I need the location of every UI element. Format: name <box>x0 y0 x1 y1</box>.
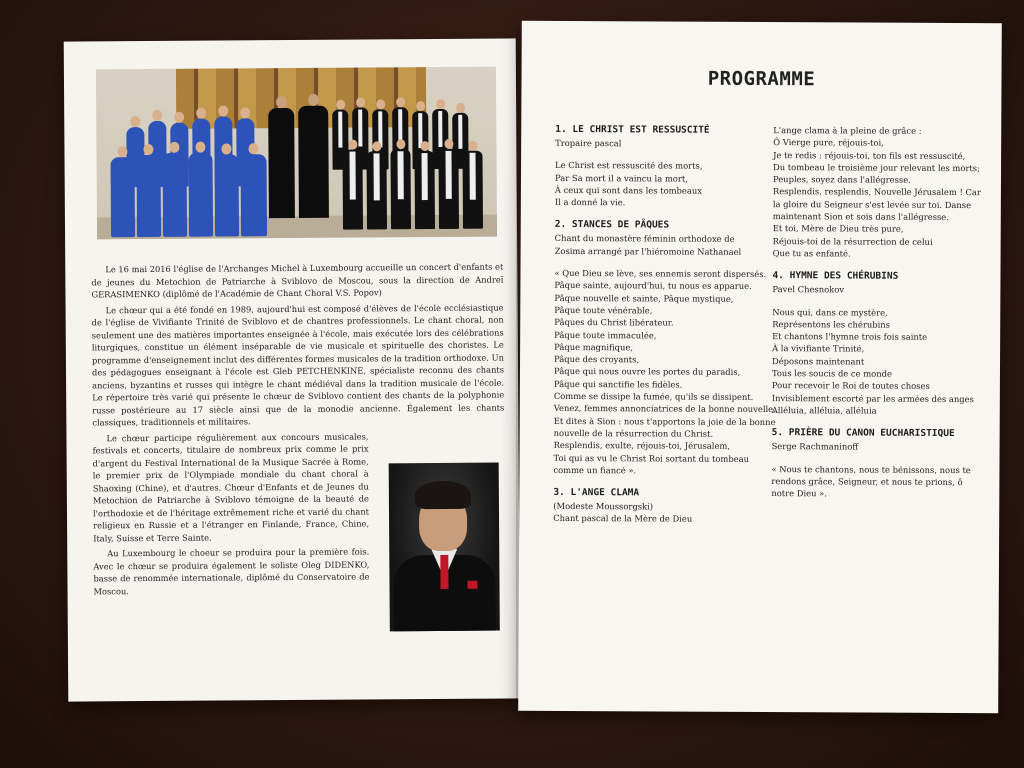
lyric-line: À ceux qui sont dans les tombeaux <box>554 184 703 196</box>
chorister <box>188 153 213 237</box>
lyric-line: Alléluia, alléluia, alléluia <box>771 404 877 416</box>
lyric-line: Et dites à Sion : nous t'apportons la joie de la bonne <box>553 415 776 427</box>
programme-section <box>772 269 989 417</box>
chorister <box>162 153 187 237</box>
lyric-line: Pâque qui sanctifie les fidèles. <box>553 378 683 390</box>
lyric-line: Pour recevoir le Roi de toutes choses <box>771 380 930 392</box>
programme-column-left <box>553 123 776 536</box>
section-subtitle: (Modeste Moussorgski) <box>553 501 654 512</box>
lyric-line: Comme se dissipe la fumée, qu'ils se dissipent. <box>553 390 754 403</box>
programme-section <box>773 124 990 260</box>
left-page <box>64 38 521 701</box>
lyric-line: « Que Dieu se lève, ses ennemis seront dispersés. <box>554 268 767 280</box>
soloist-paragraph: Au Luxembourg le choeur se produira pour la première fois. Avec le chœur se produira également le soliste Oleg DIDENKO, basse de renommée internationale, diplômé du Conservatoire de Moscou. <box>93 546 370 596</box>
lyric-line: Pâque qui nous ouvre les portes du paradis, <box>553 366 741 378</box>
lyric-line: Resplendis, resplendis, Nouvelle Jérusalem ! Car <box>772 186 981 198</box>
choir-photo <box>96 67 497 240</box>
chorister <box>462 151 483 229</box>
section-subtitle: Zosima arrangé par l'hiéromoine Nathanael <box>554 245 742 257</box>
priest <box>268 108 295 218</box>
programme-title: PROGRAMME <box>707 67 816 91</box>
right-page <box>518 21 1002 714</box>
lyric-line: Et toi, Mère de Dieu très pure, <box>772 223 904 235</box>
lyric-line: la gloire du Seigneur s'est levée sur toi. Danse <box>772 198 972 210</box>
lyric-line: Par Sa mort il a vaincu la mort, <box>554 172 688 184</box>
priest <box>298 106 329 218</box>
section-title: 4. HYMNE DES CHÉRUBINS <box>772 270 899 282</box>
chorister <box>136 155 161 237</box>
lyric-line: Réjouis-toi de la résurrection de celui <box>772 235 933 247</box>
lyric-line: Pâque toute immaculée, <box>554 329 657 341</box>
lyric-line: Invisiblement escorté par les armées des anges <box>771 392 974 404</box>
lyric-line: comme un fiancé ». <box>553 464 637 476</box>
lyric-line: nouvelle de la résurrection du Christ. <box>553 427 714 439</box>
section-subtitle: Pavel Chesnokov <box>772 284 845 295</box>
lyric-line: Toi qui as vu le Christ Roi sortant du tombeau <box>553 452 750 464</box>
section-title: 1. LE CHRIST EST RESSUSCITÉ <box>555 123 710 136</box>
section-title: 2. STANCES DE PÂQUES <box>554 219 670 232</box>
lyric-line: Du tombeau le troisième jour relevant les morts; <box>773 161 980 174</box>
lyric-line: Pâque toute vénérable, <box>554 304 653 316</box>
chorister <box>240 154 267 236</box>
lyric-line: Déposons maintenant <box>772 355 865 367</box>
lyric-line: rendons grâce, Seigneur, et nous te prions, ô <box>771 475 963 487</box>
lyric-line: Pâques du Christ libérateur. <box>554 317 674 328</box>
section-title: 5. PRIÈRE DU CANON EUCHARISTIQUE <box>771 427 955 440</box>
programme-column-right <box>771 124 989 511</box>
chorister <box>438 149 459 229</box>
programme-section <box>771 426 987 500</box>
programme-section <box>553 486 759 526</box>
lyric-line: maintenant Sion et sois dans l'allégresse. <box>772 211 949 223</box>
awards-paragraph: Le chœur participe régulièrement aux concours musicales, festivals et concerts, titulaire de nombreux prix comme le prix d'argent du Festival International de la Musique Sacrée à Rome, le premier prix de l'Olympiade mondiale du chant choral à Shaoxing (Chine), et d'autres. Chœur d'Enfants et de Jeunes du Metochion de Patriarche à Sviblovo témoigne de la beauté de l'orthodoxie et de l'héritage extrêmement riche et varié du chant religieux en Russie et a l'étranger en Finlande, France, Chine, Italy, Suisse et Terre Sainte. <box>92 430 370 543</box>
lyric-line: Le Christ est ressuscité des morts, <box>555 160 703 171</box>
chorister <box>414 151 435 229</box>
chorister <box>366 151 387 229</box>
lyric-line: Que tu as enfanté. <box>772 248 851 259</box>
lyric-line: Tous les soucis de ce monde <box>771 368 892 379</box>
lyric-line: Venez, femmes annonciatrices de la bonne nouvelle, <box>553 403 776 415</box>
programme-section <box>555 123 761 210</box>
chorister <box>342 150 363 230</box>
lyric-line: Représentons les chérubins <box>772 318 891 330</box>
programme-section <box>553 218 776 477</box>
intro-paragraph: Le 16 mai 2016 l'église de l'Archanges Michel à Luxembourg accueille un concert d'enfants et de jeunes du Metochion de Patriarche à Sviblovo de Moscou, sous la direction de Andreï GERASIMENKO (diplômé de l'Académie de Chant Choral V.S. Popov) <box>91 261 504 300</box>
lyric-line: « Nous te chantons, nous te bénissons, nous te <box>771 463 971 475</box>
section-subtitle: Tropaire pascal <box>555 137 622 149</box>
lyric-line: Et chantons l'hymne trois fois sainte <box>772 331 928 343</box>
chorister <box>214 154 239 236</box>
history-paragraph: Le chœur qui a été fondé en 1989, aujourd'hui est composé d'élèves de l'école ecclésiastique de l'église de Vivifiante Trinité de Sviblovo et de chantres professionnels. Le chant choral, non seulement une des matières importantes enseignée à l'école, mais exécutée lors des célébrations liturgiques, constitue un élément inséparable de vie musicale et spirituelle des choristes. Le programme d'enseignement inclut des différentes formes musicales de la tradition orthodoxe. Un des pédagogues enseignant à l'école est Gleb PETCHENKINE, spécialiste reconnu des chants anciens, byzantins et russes qui intègre le chant médiéval dans la tradition musicale de l'école. Le répertoire très varié qui présente le chœur de Sviblovo contient des chants de la polyphonie russe postérieure au 17 siècle ainsi que de la monodie ancienne. Également les chants classiques, traditionnels et militaires. <box>91 302 505 428</box>
lyric-line: Il a donné la vie. <box>554 197 626 208</box>
section-subtitle: Chant pascal de la Mère de Dieu <box>553 513 693 525</box>
lyric-line: Nous qui, dans ce mystère, <box>772 306 888 318</box>
section-subtitle: Serge Rachmaninoff <box>771 441 859 452</box>
lyric-line: Peuples, soyez dans l'allégresse. <box>772 174 911 185</box>
lyric-line: Resplendis, exulte, réjouis-toi, Jérusalem, <box>553 440 731 452</box>
lyric-line: Je te redis : réjouis-toi, ton fils est ressuscité, <box>773 149 966 161</box>
lyric-line: notre Dieu ». <box>771 488 827 499</box>
section-title: 3. L'ANGE CLAMA <box>553 487 640 499</box>
lyric-line: À la vivifiante Trinité, <box>772 343 865 354</box>
lyric-line: Pâque sainte, aujourd'hui, tu nous es apparue. <box>554 280 752 292</box>
soloist-portrait <box>389 463 500 632</box>
lyric-line: Pâque des croyants, <box>554 354 640 365</box>
lyric-line: Ô Vierge pure, réjouis-toi, <box>773 137 884 148</box>
section-subtitle: Chant du monastère féminin orthodoxe de <box>554 233 735 245</box>
lyric-line: L'ange clama à la pleine de grâce : <box>773 125 922 136</box>
chorister <box>111 157 136 237</box>
lyric-line: Pâque nouvelle et sainte, Pâque mystique, <box>554 292 734 304</box>
chorister <box>390 149 411 229</box>
lyric-line: Pâque magnifique, <box>554 341 634 353</box>
